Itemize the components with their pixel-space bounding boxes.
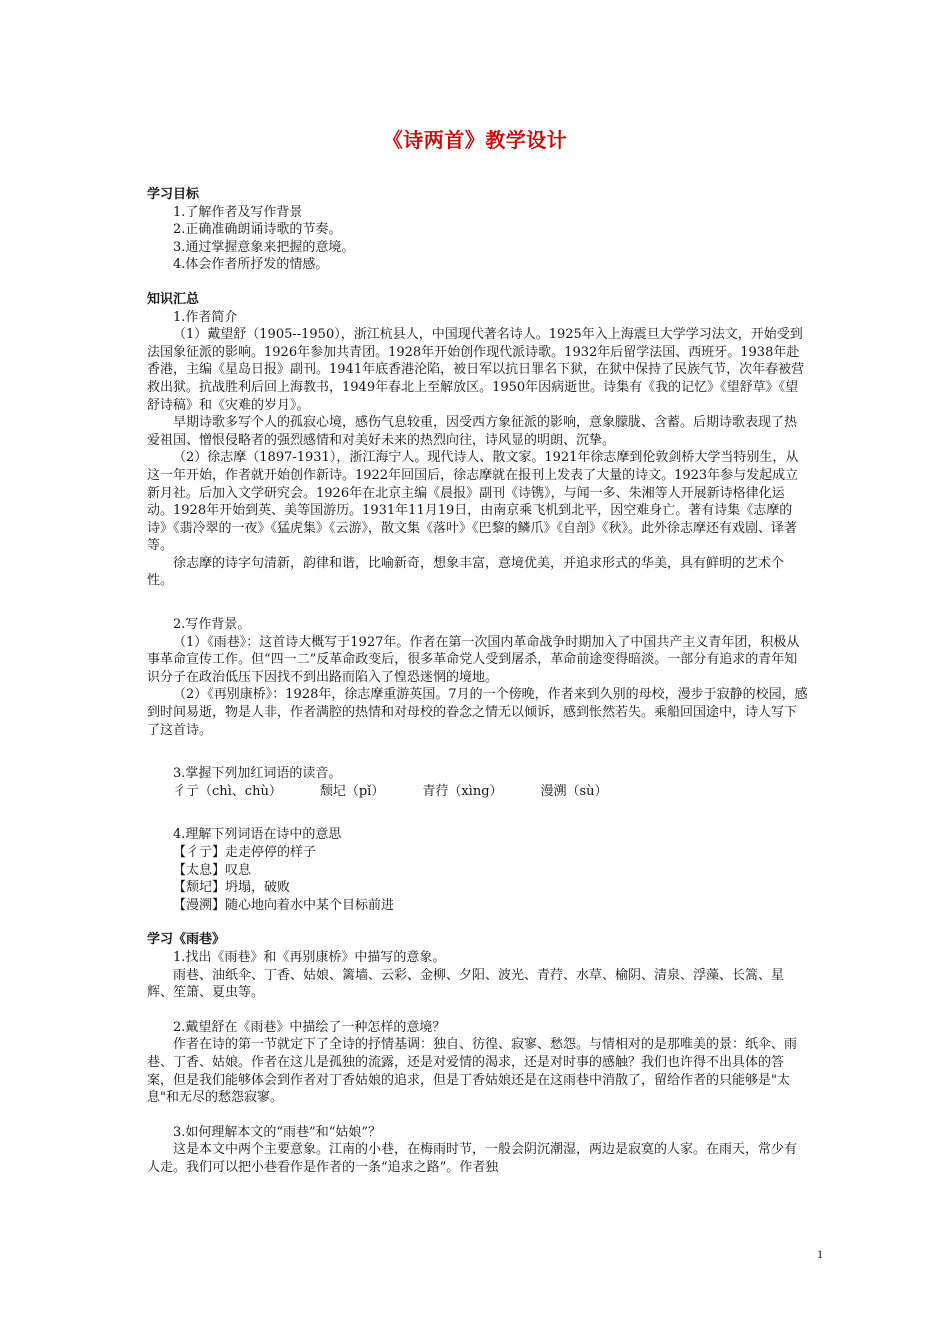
background-yuxiang: （1）《雨巷》：这首诗大概写于1927年。作者在第一次国内革命战争时期加入了中国共产主义青年团，积极从事革命宣传工作。但“四一二”反革命政变后，很多革命党人受到屠杀，革命前途变得暗淡。一部分有追求的青年知识分子在政治低压下因找不到出路而陷入了惶恐迷惘的境地。 [147, 634, 800, 685]
pronunciation-item: 漫溯（sù） [540, 783, 608, 799]
author-intro-heading: 1.作者简介 [173, 309, 238, 325]
dai-biography: （1）戴望舒（1905--1950），浙江杭县人，中国现代著名诗人。1925年入上海震旦大学学习法文，开始受到法国象征派的影响。1926年参加共青团。1928年开始创作现代派诗歌。1932年后留学法国、西班牙。1938年赴香港，主编《星岛日报》副刊。1941年底香港沦陷，被日军以抗日罪名下狱，在狱中保持了民族气节，次年春被营救出狱。抗战胜利后回上海教书，1949年春北上至解放区。1950年因病逝世。诗集有《我的记忆》《望舒草》《望舒诗稿》和《灾难的岁月》。 [147, 327, 805, 413]
meaning-heading: 4.理解下列词语在诗中的意思 [173, 827, 342, 843]
pronunciation-item: 颓圮（pǐ） [319, 783, 385, 799]
xu-style: 徐志摩的诗字句清新，韵律和谐，比喻新奇，想象丰富，意境优美，并追求形式的华美，具有鲜明的艺术个性。 [147, 555, 785, 589]
meaning-item: 【太息】叹息 [173, 862, 252, 878]
goal-item: 3.通过掌握意象来把握的意境。 [173, 239, 355, 255]
question-1: 1.找出《雨巷》和《再别康桥》中描写的意象。 [173, 949, 446, 965]
dai-style: 早期诗歌多写个人的孤寂心境，感伤气息较重，因受西方象征派的影响，意象朦胧、含蓄。后期诗歌表现了热爱祖国、憎恨侵略者的强烈感情和对美好未来的热烈向往，诗风显的明朗、沉挚。 [147, 415, 798, 448]
answer-3: 这是本文中两个主要意象。江南的小巷，在梅雨时节，一般会阴沉潮湿，两边是寂寞的人家。在雨天，常少有人走。我们可以把小巷看作是作者的一条“追求之路”。作者独 [147, 1142, 798, 1175]
question-2: 2.戴望舒在《雨巷》中描绘了一种怎样的意境？ [173, 1019, 446, 1035]
question-3: 3.如何理解本文的“雨巷”和“姑娘”？ [173, 1124, 381, 1140]
section-heading-goals: 学习目标 [147, 187, 200, 202]
page-title: 《诗两首》教学设计 [382, 128, 568, 152]
answer-2: 作者在诗的第一节就定下了全诗的抒情基调：独自、彷徨、寂寥、愁怨。与情相对的是那唯美的景：纸伞、雨巷、丁香、姑娘。作者在这儿是孤独的流露，还是对爱情的渴求，还是对时事的感触？我们也许得不出具体的答案，但是我们能够体会到作者对丁香姑娘的追求，但是丁香姑娘还是在这雨巷中消散了，留给作者的只能够是"太息"和无尽的愁怨寂寥。 [147, 1037, 798, 1106]
meaning-item: 【颓圮】坍塌，破败 [173, 880, 291, 896]
meaning-item: 【漫溯】随心地向着水中某个目标前进 [173, 897, 395, 913]
pronunciation-item: 彳亍（chì、chù） [173, 783, 282, 799]
section-heading-knowledge: 知识汇总 [147, 291, 200, 307]
background-kangqiao: （2）《再别康桥》：1928年，徐志摩重游英国。7月的一个傍晚，作者来到久别的母校，漫步于寂静的校园，感到时间易逝，物是人非，作者满腔的热情和对母校的眷念之情无以倾诉，感到怅然若失。乘船回国途中，诗人写下了这首诗。 [147, 687, 808, 738]
pronunciation-item: 青荇（xìng） [422, 783, 503, 799]
document-body [147, 186, 809, 1177]
page-number: 1 [817, 1247, 823, 1261]
xu-biography: （2）徐志摩（1897-1931），浙江海宁人。现代诗人、散文家。1921年徐志摩到伦敦剑桥大学当特别生，从这一年开始，作者就开始创作新诗。1922年回国后，徐志摩就在报刊上发表了大量的诗文。1923年参与发起成立新月社。后加入文学研究会。1926年在北京主编《晨报》副刊《诗镌》，与闻一多、朱湘等人开展新诗格律化运动。1928年开始到英、美等国游历。1931年11月19日，由南京乘飞机到北平，因空难身亡。著有诗集《志摩的诗》《翡冷翠的一夜》《猛虎集》《云游》，散文集《落叶》《巴黎的鳞爪》《自剖》《秋》。此外徐志摩还有戏剧、译著等。 [147, 450, 799, 554]
background-heading: 2.写作背景。 [173, 617, 251, 633]
pronunciation-heading: 3.掌握下列加红词语的读音。 [173, 766, 342, 782]
answer-1: 雨巷、油纸伞、丁香、姑娘、篱墙、云彩、金柳、夕阳、波光、青荇、水草、榆阴、清泉、浮藻、长篙、星辉、笙箫、夏虫等。 [147, 967, 785, 1001]
pronunciation-list [147, 783, 809, 801]
section-heading-yuxiang: 学习《雨巷》 [147, 932, 226, 948]
meaning-item: 【彳亍】走走停停的样子 [173, 845, 317, 860]
goal-item: 1.了解作者及写作背景 [173, 204, 303, 220]
goal-item: 2.正确准确朗诵诗歌的节奏。 [173, 222, 342, 238]
goal-item: 4.体会作者所抒发的情感。 [173, 257, 329, 273]
